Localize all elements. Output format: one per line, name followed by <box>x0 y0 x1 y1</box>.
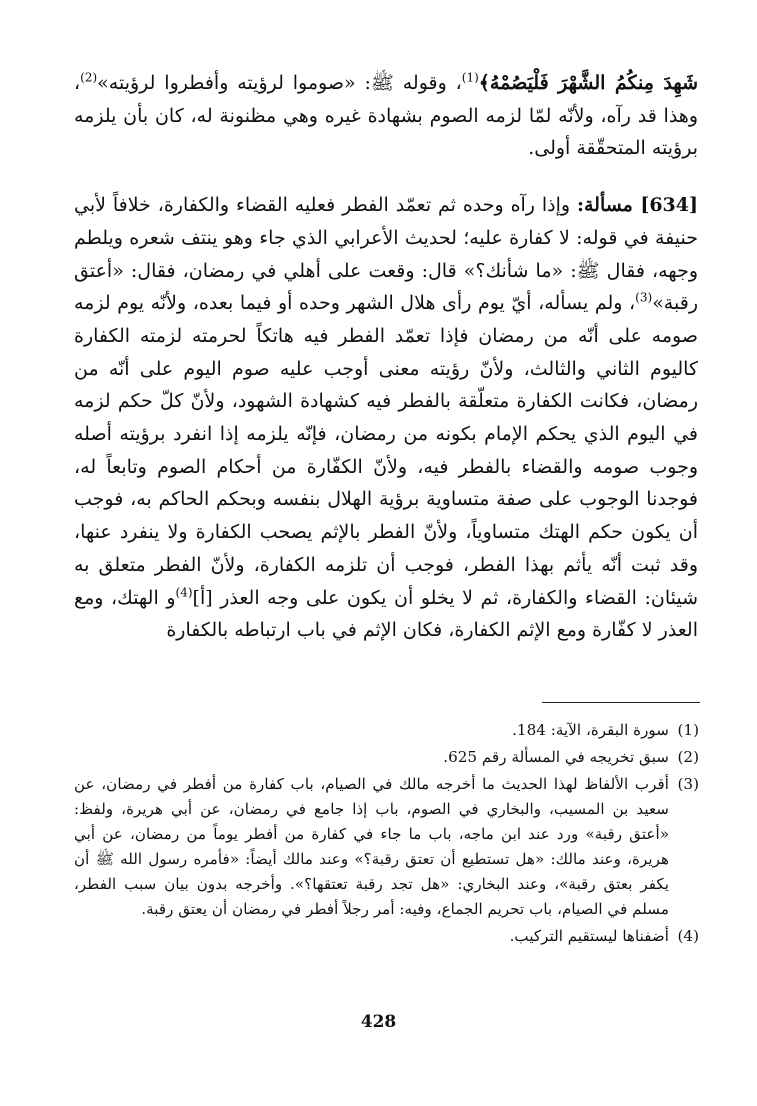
footnote-number: (1) <box>677 721 699 739</box>
footnote-item <box>74 745 699 770</box>
footnote-ref-4: (4) <box>175 585 193 600</box>
footnote-item <box>74 718 699 743</box>
paragraph2-text-b: ، ولم يسأله، أيّ يوم رأى هلال الشهر وحده أو فيما بعده، ولأنّه يوم لزمه صومه على أنّه من رمضان فإذا تعمّد الفطر فيه هاتكاً لحرمته لزمته الكفارة كاليوم الثاني والثالث، ولأنّ رؤيته معنى أوجب عليه صوم اليوم على أنّه من رمضان، فكانت الكفارة متعلّقة بالفطر فيه كشهادة الشهود، ولأنّ كلّ حكم لزمه في اليوم الذي يحكم الإمام بكونه من رمضان، فإنّه يلزمه إذا انفرد برؤيته أصله وجوب صومه والقضاء بالفطر فيه، ولأنّ الكفّارة من أحكام الصوم وتابعاً له، فوجدنا الوجوب على صفة متساوية برؤية الهلال بنفسه وبحكم الحاكم به، فوجب أن يكون حكم الهتك متساوياً، ولأنّ الفطر بالإثم يصحب الكفارة ولا ينفرد عنها، وقد ثبت أنّه يأثم بهذا الفطر، فوجب أن تلزمه الكفارة، ولأنّ الفطر متعلق به شيئان: القضاء والكفارة، ثم لا يخلو أن يكون على وجه العذر [أ] <box>74 292 698 609</box>
footnote-ref-1: (1) <box>461 70 479 85</box>
footnote-item <box>74 772 699 922</box>
footnote-ref-2: (2) <box>80 70 98 85</box>
footnote-item <box>74 924 699 949</box>
footnotes-section <box>74 718 699 951</box>
paragraph-gap <box>74 165 698 189</box>
paragraph2-text-c: و الهتك، ومع العذر لا كفّارة ومع الإثم الكفارة، فكان الإثم في باب ارتباطه بالكفارة <box>74 586 698 642</box>
footnote-text: سورة البقرة، الآية: 184. <box>512 721 669 739</box>
footnote-number: (4) <box>677 927 699 945</box>
footnote-ref-3: (3) <box>635 290 653 305</box>
quran-verse: شَهِدَ مِنكُمُ الشَّهْرَ فَلْيَصُمْهُ﴾ <box>478 72 698 94</box>
footnote-text: أقرب الألفاظ لهذا الحديث ما أخرجه مالك في الصيام، باب كفارة من أفطر في رمضان، عن سعيد بن المسيب، والبخاري في الصوم، باب إذا جامع في رمضان، عن أبي هريرة، ولفظ: «أعتق رقبة» ورد عند ابن ماجه، باب ما جاء في كفارة من أفطر يوماً من رمضان، عن أبي هريرة، وعند مالك: «هل تستطيع أن تعتق رقبة؟» وعند مالك أيضاً: «فأمره رسول الله ﷺ أن يكفر بعتق رقبة»، وعند البخاري: «هل تجد رقبة تعتقها؟». وأخرجه بدون بيان سبب الفطر، مسلم في الصيام، باب تحريم الجماع، وفيه: أمر رجلاً أفطر في رمضان أن يعتق رقبة. <box>74 775 669 918</box>
paragraph-issue-634 <box>74 189 698 647</box>
footnote-divider <box>542 702 700 703</box>
footnote-text: سبق تخريجه في المسألة رقم 625. <box>443 748 669 766</box>
footnote-number: (2) <box>677 748 699 766</box>
issue-label: [634] مسألة: <box>576 194 698 217</box>
page-number: 428 <box>360 1012 397 1032</box>
footnote-text: أضفناها ليستقيم التركيب. <box>509 927 669 945</box>
main-text-body <box>74 67 698 647</box>
footnote-number: (3) <box>677 775 699 793</box>
paragraph1-text-a: ، وقوله ﷺ: «صوموا لرؤيته وأفطروا لرؤيته» <box>97 72 462 94</box>
paragraph1-text-b: ، وهذا قد رآه، ولأنّه لمّا لزمه الصوم بشهادة غيره وهي مظنونة له، كان بأن يلزمه برؤيته المتحقّقة أولى. <box>74 72 698 160</box>
paragraph2-text-a: وإذا رآه وحده ثم تعمّد الفطر فعليه القضاء والكفارة، خلافاً لأبي حنيفة في قوله: لا كفارة عليه؛ لحديث الأعرابي الذي جاء وهو ينتف شعره ويلطم وجهه، فقال ﷺ: «ما شأنك؟» قال: وقعت على أهلي في رمضان، فقال: «أعتق رقبة» <box>74 194 698 315</box>
paragraph-verse-continuation <box>74 67 698 165</box>
